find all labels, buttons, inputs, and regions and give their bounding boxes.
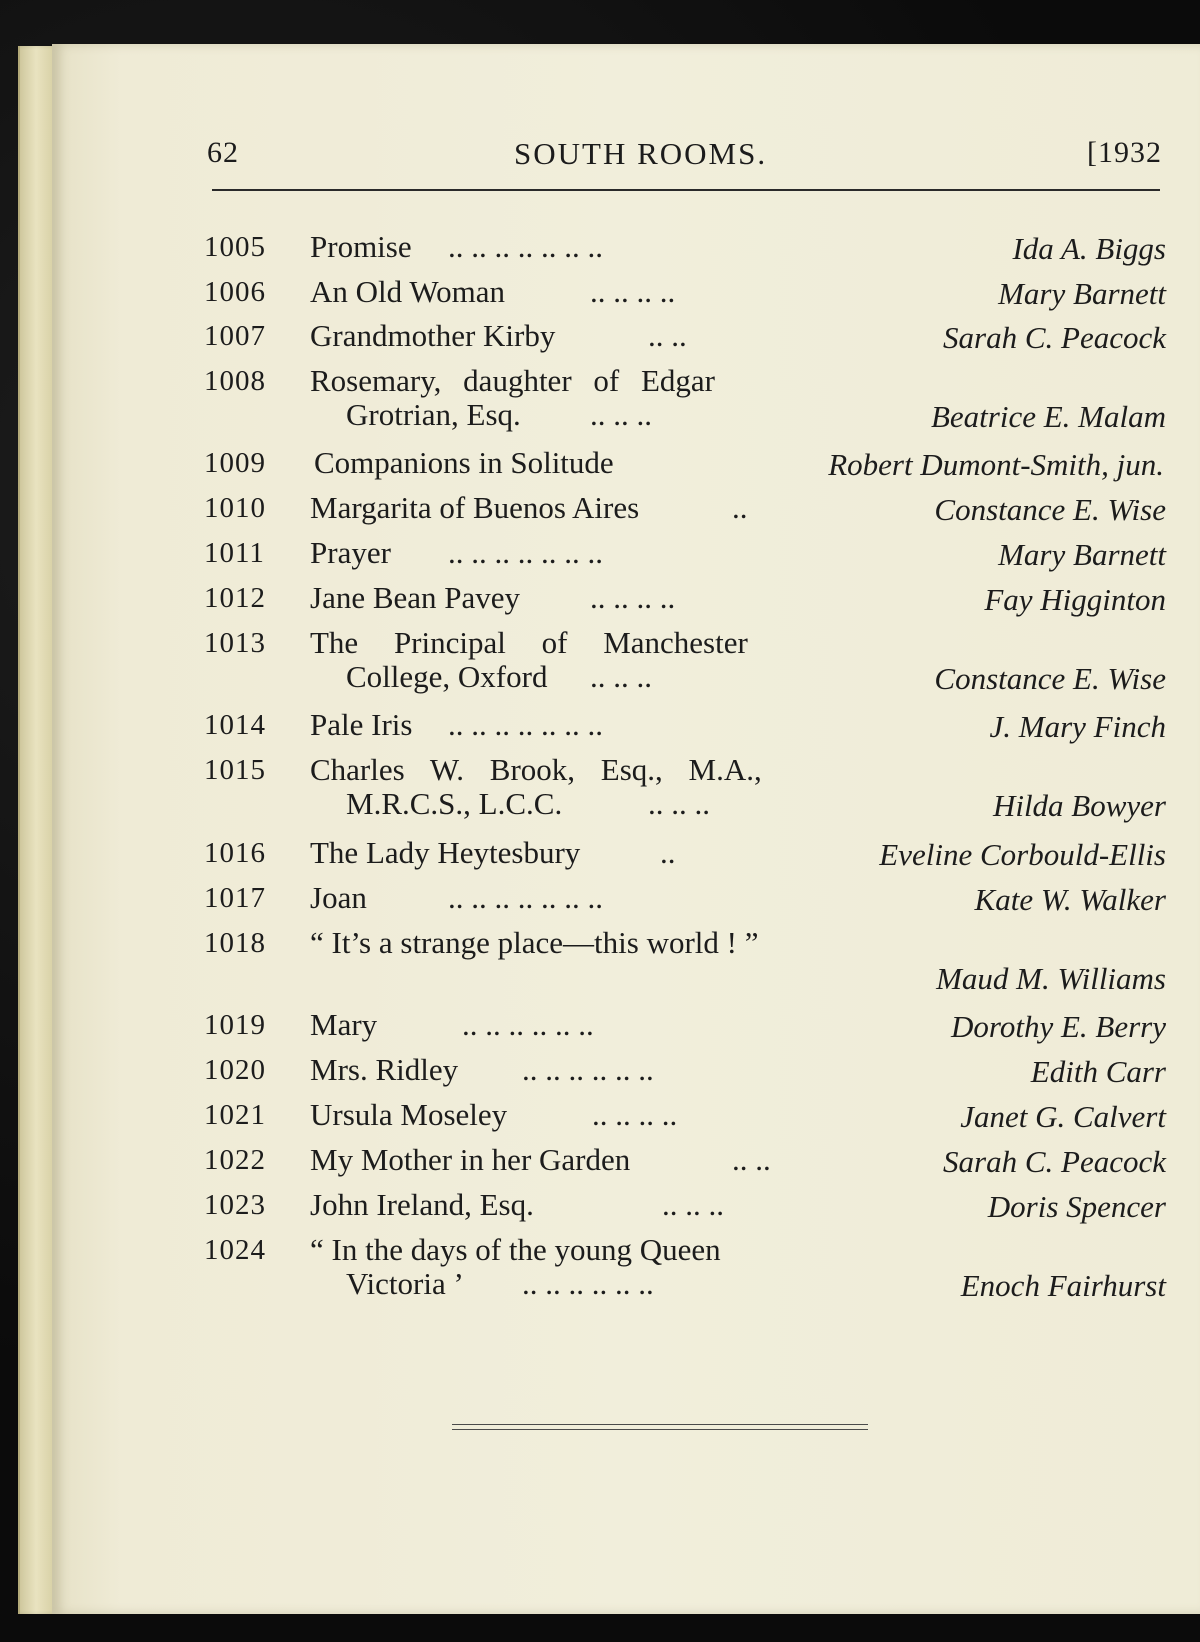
- entry-title: Joan: [310, 880, 367, 915]
- entry-artist: Ida A. Biggs: [1012, 231, 1166, 266]
- leader-dots: .. .. .. .. .. .. ..: [448, 229, 603, 264]
- entry-artist: J. Mary Finch: [989, 709, 1166, 744]
- page-number: 62: [207, 136, 239, 169]
- entry-number: 1024: [204, 1234, 266, 1266]
- leader-dots: .. ..: [732, 1142, 771, 1177]
- entry-artist: Sarah C. Peacock: [943, 320, 1166, 355]
- entry-number: 1015: [204, 754, 266, 786]
- header-rule: [212, 189, 1160, 191]
- leader-dots: .. .. .. ..: [590, 274, 676, 309]
- entry-number: 1013: [204, 627, 266, 659]
- entry-title: My Mother in her Garden: [310, 1142, 631, 1177]
- entry-title: Prayer: [310, 535, 391, 570]
- entry-artist: Mary Barnett: [998, 276, 1166, 311]
- entry-number: 1014: [204, 709, 266, 741]
- entry-title: “ In the days of the young Queen: [310, 1232, 721, 1267]
- entry-artist: Sarah C. Peacock: [943, 1144, 1166, 1179]
- entry-artist: Hilda Bowyer: [992, 788, 1166, 823]
- entry-number: 1020: [204, 1054, 266, 1086]
- entry-title: Margarita of Buenos Aires: [310, 490, 640, 525]
- leader-dots: ..: [660, 835, 676, 870]
- leader-dots: .. .. ..: [662, 1187, 724, 1222]
- entry-number: 1017: [204, 882, 266, 914]
- entry-number: 1006: [204, 276, 266, 308]
- leader-dots: .. .. ..: [590, 397, 652, 432]
- leader-dots: .. .. ..: [648, 786, 710, 821]
- entry-artist: Edith Carr: [1030, 1054, 1166, 1089]
- section-end-rule: [452, 1424, 868, 1430]
- entry-number: 1005: [204, 231, 266, 263]
- entry-title: The Principal of Manchester: [310, 625, 748, 660]
- entry-number: 1008: [204, 365, 266, 397]
- entry-title: Jane Bean Pavey: [310, 580, 521, 615]
- entry-title: John Ireland, Esq.: [310, 1187, 534, 1222]
- book-page: [52, 44, 1200, 1614]
- entry-title: Pale Iris: [310, 707, 413, 742]
- entry-title: Rosemary, daughter of Edgar: [310, 363, 715, 398]
- entry-artist: Enoch Fairhurst: [960, 1268, 1166, 1303]
- entry-title: “ It’s a strange place—this world ! ”: [310, 925, 759, 960]
- entry-number: 1019: [204, 1009, 266, 1041]
- entry-title: An Old Woman: [310, 274, 505, 309]
- leader-dots: .. .. .. .. .. .. ..: [448, 535, 603, 570]
- entry-artist: Maud M. Williams: [936, 961, 1166, 996]
- entry-artist: Janet G. Calvert: [960, 1099, 1166, 1134]
- leader-dots: .. .. .. .. .. .. ..: [448, 707, 603, 742]
- entry-number: 1009: [204, 447, 266, 479]
- header-year: [1932: [1087, 136, 1162, 169]
- leader-dots: .. .. .. ..: [590, 580, 676, 615]
- entry-number: 1012: [204, 582, 266, 614]
- entry-number: 1010: [204, 492, 266, 524]
- entry-artist: Constance E. Wise: [934, 661, 1166, 696]
- entry-title: Promise: [310, 229, 412, 264]
- entry-number: 1021: [204, 1099, 266, 1131]
- entry-title: Ursula Moseley: [310, 1097, 508, 1132]
- entry-artist: Kate W. Walker: [974, 882, 1166, 917]
- entry-title-continued: Victoria ’: [346, 1266, 464, 1301]
- entry-title-continued: M.R.C.S., L.C.C.: [346, 786, 563, 821]
- entry-artist: Mary Barnett: [998, 537, 1166, 572]
- entry-number: 1023: [204, 1189, 266, 1221]
- leader-dots: .. .. ..: [590, 659, 652, 694]
- entry-artist: Dorothy E. Berry: [951, 1009, 1166, 1044]
- leader-dots: .. .. .. .. .. ..: [522, 1052, 654, 1087]
- leader-dots: .. .. .. ..: [592, 1097, 678, 1132]
- leader-dots: .. ..: [648, 318, 687, 353]
- entry-title: Charles W. Brook, Esq., M.A.,: [310, 752, 762, 787]
- entry-artist: Constance E. Wise: [934, 492, 1166, 527]
- entry-artist: Beatrice E. Malam: [930, 399, 1166, 434]
- leader-dots: .. .. .. .. .. .. ..: [448, 880, 603, 915]
- entry-number: 1011: [204, 537, 265, 569]
- entry-title-continued: Grotrian, Esq.: [346, 397, 521, 432]
- entry-title: Mrs. Ridley: [310, 1052, 459, 1087]
- leader-dots: .. .. .. .. .. ..: [522, 1266, 654, 1301]
- entry-number: 1022: [204, 1144, 266, 1176]
- entry-title: Grandmother Kirby: [310, 318, 556, 353]
- entry-artist: Fay Higginton: [984, 582, 1166, 617]
- entry-title-continued: College, Oxford: [346, 659, 548, 694]
- entry-number: 1016: [204, 837, 266, 869]
- entry-title: Mary: [310, 1007, 378, 1042]
- entry-number: 1018: [204, 927, 266, 959]
- leader-dots: .. .. .. .. .. ..: [462, 1007, 594, 1042]
- entry-title: Companions in Solitude: [314, 445, 614, 480]
- entry-number: 1007: [204, 320, 266, 352]
- entry-artist: Robert Dumont-Smith, jun.: [828, 447, 1164, 482]
- entry-artist: Doris Spencer: [987, 1189, 1166, 1224]
- entry-title: The Lady Heytesbury: [310, 835, 581, 870]
- running-head: SOUTH ROOMS.: [514, 136, 768, 171]
- entry-artist: Eveline Corbould-Ellis: [879, 837, 1166, 872]
- leader-dots: ..: [732, 490, 748, 525]
